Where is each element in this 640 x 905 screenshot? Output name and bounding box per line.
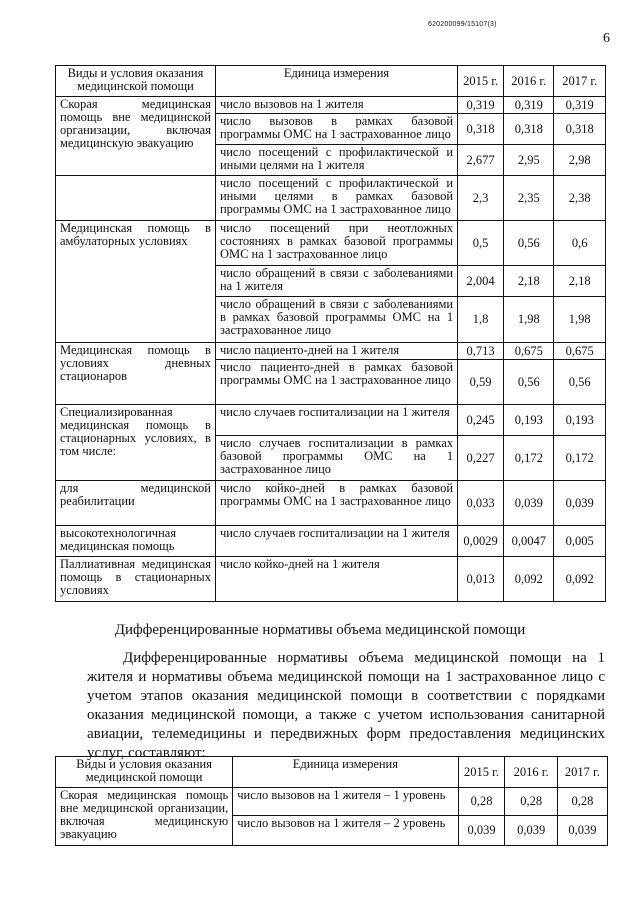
value-2017: 0,193 bbox=[554, 405, 606, 436]
value-2015: 0,033 bbox=[458, 481, 504, 526]
value-2017: 1,98 bbox=[554, 297, 606, 343]
group-hightech: высокотехнологичная медицинская помощь bbox=[56, 526, 216, 557]
value-2015: 0,59 bbox=[458, 360, 504, 405]
value-2016: 0,039 bbox=[505, 816, 557, 846]
value-2015: 0,319 bbox=[458, 97, 504, 114]
unit-cell: число случаев госпитализации в рамках базовой программы ОМС на 1 застрахованное лицо bbox=[215, 436, 457, 481]
group-specialized: Специализированная медицинская помощь в стационарных условиях, в том числе: bbox=[56, 405, 216, 481]
value-2016: 0,675 bbox=[504, 343, 554, 360]
unit-cell: число посещений с профилактической и иными целями на 1 жителя bbox=[215, 145, 457, 176]
value-2015: 1,8 bbox=[458, 297, 504, 343]
unit-cell: число вызовов в рамках базовой программы ОМС на 1 застрахованное лицо bbox=[215, 114, 457, 145]
value-2016: 0,56 bbox=[504, 360, 554, 405]
value-2015: 0,318 bbox=[458, 114, 504, 145]
table-row bbox=[56, 526, 606, 557]
value-2015: 0,28 bbox=[458, 788, 505, 816]
table-row bbox=[56, 481, 606, 526]
table-header-row bbox=[56, 757, 608, 788]
value-2016: 0,092 bbox=[504, 557, 554, 602]
unit-cell: число обращений в связи с заболеваниями в рамках базовой программы ОМС на 1 застрахованное лицо bbox=[215, 297, 457, 343]
table-row bbox=[56, 557, 606, 602]
value-2017: 0,092 bbox=[554, 557, 606, 602]
value-2016: 0,172 bbox=[504, 436, 554, 481]
header-2016: 2016 г. bbox=[504, 66, 554, 97]
table-row bbox=[56, 176, 606, 221]
value-2016: 0,039 bbox=[504, 481, 554, 526]
value-2016: 0,193 bbox=[504, 405, 554, 436]
header-2017: 2017 г. bbox=[554, 66, 606, 97]
header-2016: 2016 г. bbox=[505, 757, 557, 788]
value-2016: 0,28 bbox=[505, 788, 557, 816]
value-2015: 0,0029 bbox=[458, 526, 504, 557]
differentiated-norms-table bbox=[55, 756, 608, 846]
page-number: 6 bbox=[603, 31, 610, 46]
value-2017: 0,56 bbox=[554, 360, 606, 405]
value-2015: 2,677 bbox=[458, 145, 504, 176]
table-row bbox=[56, 405, 606, 436]
value-2015: 2,004 bbox=[458, 266, 504, 297]
section-heading: Дифференцированные нормативы объема медицинской помощи bbox=[114, 622, 526, 638]
header-2015: 2015 г. bbox=[458, 66, 504, 97]
unit-cell: число пациенто-дней на 1 жителя bbox=[215, 343, 457, 360]
group-emergency: Скорая медицинская помощь вне медицинской организации, включая медицинскую эвакуацию bbox=[56, 788, 233, 846]
header-unit: Единица измерения bbox=[215, 66, 457, 97]
value-2016: 0,318 bbox=[504, 114, 554, 145]
value-2017: 0,28 bbox=[557, 788, 607, 816]
unit-cell: число посещений при неотложных состояниях в рамках базовой программы ОМС на 1 застрахованное лицо bbox=[215, 221, 457, 266]
value-2017: 0,6 bbox=[554, 221, 606, 266]
value-2017: 2,98 bbox=[554, 145, 606, 176]
value-2015: 0,039 bbox=[458, 816, 505, 846]
unit-cell: число койко-дней на 1 жителя bbox=[215, 557, 457, 602]
value-2016: 0,56 bbox=[504, 221, 554, 266]
unit-cell: число пациенто-дней в рамках базовой программы ОМС на 1 застрахованное лицо bbox=[215, 360, 457, 405]
table-row bbox=[56, 97, 606, 114]
table-header-row bbox=[56, 66, 606, 97]
group-emergency: Скорая медицинская помощь вне медицинской организации, включая медицинскую эвакуацию bbox=[56, 97, 216, 176]
value-2017: 0,172 bbox=[554, 436, 606, 481]
unit-cell: число койко-дней в рамках базовой программы ОМС на 1 застрахованное лицо bbox=[215, 481, 457, 526]
value-2017: 0,319 bbox=[554, 97, 606, 114]
value-2016: 0,319 bbox=[504, 97, 554, 114]
value-2015: 0,227 bbox=[458, 436, 504, 481]
value-2017: 2,18 bbox=[554, 266, 606, 297]
unit-cell: число посещений с профилактической и иными целями в рамках базовой программы ОМС на 1 застрахованное лицо bbox=[215, 176, 457, 221]
unit-cell: число вызовов на 1 жителя – 2 уровень bbox=[233, 816, 458, 846]
group-day-hospital: Медицинская помощь в условиях дневных стационаров bbox=[56, 343, 216, 405]
header-type: Виды и условия оказания медицинской помощи bbox=[56, 757, 233, 788]
value-2017: 0,039 bbox=[554, 481, 606, 526]
unit-cell: число случаев госпитализации на 1 жителя bbox=[215, 526, 457, 557]
volume-norms-table bbox=[55, 65, 606, 602]
value-2016: 2,18 bbox=[504, 266, 554, 297]
group-rehab: для медицинской реабилитации bbox=[56, 481, 216, 526]
unit-cell: число вызовов на 1 жителя bbox=[215, 97, 457, 114]
header-2015: 2015 г. bbox=[458, 757, 505, 788]
unit-cell: число случаев госпитализации на 1 жителя bbox=[215, 405, 457, 436]
document-code: 620200099/15107(3) bbox=[428, 21, 497, 28]
group-outpatient: Медицинская помощь в амбулаторных условиях bbox=[56, 221, 216, 343]
value-2017: 0,318 bbox=[554, 114, 606, 145]
header-type: Виды и условия оказания медицинской помощи bbox=[56, 66, 216, 97]
value-2016: 1,98 bbox=[504, 297, 554, 343]
value-2017: 2,38 bbox=[554, 176, 606, 221]
header-2017: 2017 г. bbox=[557, 757, 607, 788]
value-2015: 0,013 bbox=[458, 557, 504, 602]
value-2015: 0,713 bbox=[458, 343, 504, 360]
value-2016: 2,95 bbox=[504, 145, 554, 176]
unit-cell: число обращений в связи с заболеваниями на 1 жителя bbox=[215, 266, 457, 297]
value-2017: 0,039 bbox=[557, 816, 607, 846]
table-row bbox=[56, 788, 608, 816]
table-row bbox=[56, 343, 606, 360]
value-2015: 0,245 bbox=[458, 405, 504, 436]
value-2016: 0,0047 bbox=[504, 526, 554, 557]
group-palliative: Паллиативная медицинская помощь в стационарных условиях bbox=[56, 557, 216, 602]
value-2015: 2,3 bbox=[458, 176, 504, 221]
value-2015: 0,5 bbox=[458, 221, 504, 266]
empty-group-cell bbox=[56, 176, 216, 221]
value-2016: 2,35 bbox=[504, 176, 554, 221]
table-row bbox=[56, 221, 606, 266]
unit-cell: число вызовов на 1 жителя – 1 уровень bbox=[233, 788, 458, 816]
value-2017: 0,675 bbox=[554, 343, 606, 360]
value-2017: 0,005 bbox=[554, 526, 606, 557]
header-unit: Единица измерения bbox=[233, 757, 458, 788]
body-paragraph: Дифференцированные нормативы объема медицинской помощи на 1 жителя и нормативы объема медицинской помощи на 1 застрахованное лицо с учетом этапов оказания медицинской помощи в соответствии с порядками оказания медицинской помощи, а также с учетом использования санитарной авиации, телемедицины и передвижных форм предоставления медицинских услуг, составляют: bbox=[87, 650, 605, 761]
